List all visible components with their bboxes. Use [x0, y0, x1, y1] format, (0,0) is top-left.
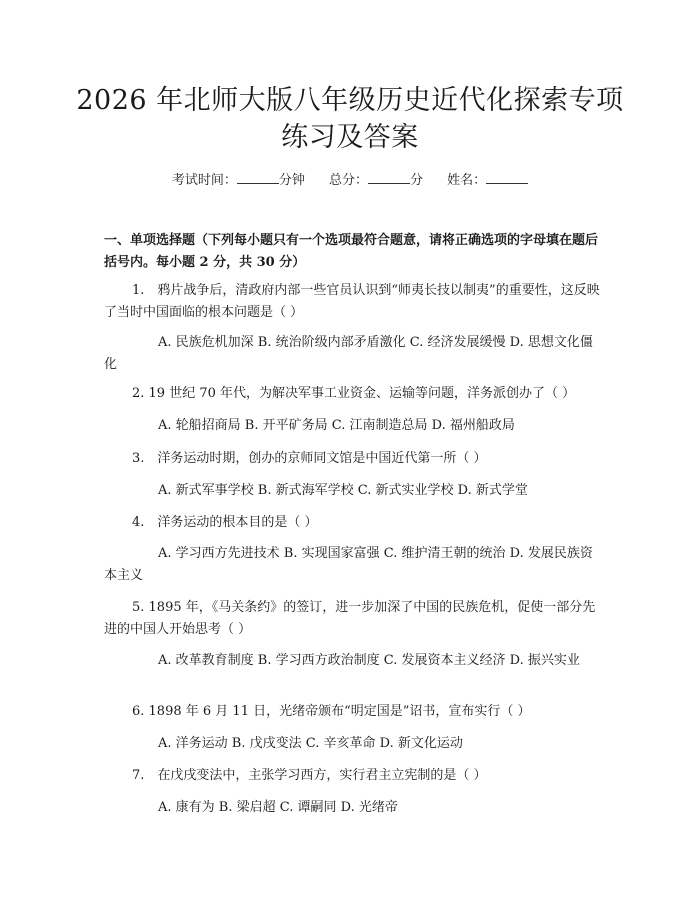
question-options: A. 轮船招商局 B. 开平矿务局 C. 江南制造总局 D. 福州船政局	[158, 418, 515, 433]
name-blank[interactable]	[486, 170, 528, 184]
question-stem: 3. 洋务运动时期，创办的京师同文馆是中国近代第一所（ ）	[132, 451, 487, 466]
time-label: 考试时间：	[171, 173, 237, 188]
score-unit: 分	[410, 173, 424, 188]
name-label: 姓名：	[447, 173, 487, 188]
question-options: A. 康有为 B. 梁启超 C. 谭嗣同 D. 光绪帝	[158, 800, 398, 815]
question-stem: 6. 1898 年 6 月 11 日，光绪帝颁布“明定国是”诏书，宣布实行（ ）	[132, 704, 531, 719]
question-options: A. 新式军事学校 B. 新式海军学校 C. 新式实业学校 D. 新式学堂	[158, 483, 528, 498]
time-unit: 分钟	[278, 173, 305, 188]
question-options: A. 民族危机加深 B. 统治阶级内部矛盾激化 C. 经济发展缓慢 D. 思想文化僵化	[104, 335, 593, 372]
question-stem: 2. 19 世纪 70 年代，为解决军事工业资金、运输等问题，洋务派创办了（ ）	[132, 386, 576, 401]
score-label: 总分：	[328, 173, 368, 188]
exam-score	[329, 170, 423, 190]
exam-name	[447, 170, 528, 190]
document-title-line2: 练习及答案	[281, 122, 419, 153]
document-title-line1: 2026 年北师大版八年级历史近代化探索专项	[76, 85, 624, 116]
question-options: A. 洋务运动 B. 戊戌变法 C. 辛亥革命 D. 新文化运动	[158, 736, 463, 751]
score-blank[interactable]	[368, 170, 410, 184]
exam-meta	[0, 170, 700, 190]
question-options: A. 学习西方先进技术 B. 实现国家富强 C. 维护清王朝的统治 D. 发展民族资本主义	[104, 546, 593, 583]
time-blank[interactable]	[237, 170, 279, 184]
section-title: 一、单项选择题（下列每小题只有一个选项最符合题意，请将正确选项的字母填在题后括号内。每小题 2 分，共 30 分）	[104, 233, 599, 270]
question-stem: 7. 在戊戌变法中，主张学习西方，实行君主立宪制的是（ ）	[132, 768, 487, 783]
exam-time	[172, 170, 305, 190]
question-stem: 4. 洋务运动的根本目的是（ ）	[132, 515, 318, 530]
question-options: A. 改革教育制度 B. 学习西方政治制度 C. 发展资本主义经济 D. 振兴实业	[158, 653, 580, 668]
question-stem: 5. 1895 年，《马关条约》的签订，进一步加深了中国的民族危机，促使一部分先进的中国人开始思考（ ）	[104, 600, 596, 637]
question-stem: 1. 鸦片战争后，清政府内部一些官员认识到“师夷长技以制夷”的重要性，这反映了当时中国面临的根本问题是（ ）	[104, 283, 600, 320]
